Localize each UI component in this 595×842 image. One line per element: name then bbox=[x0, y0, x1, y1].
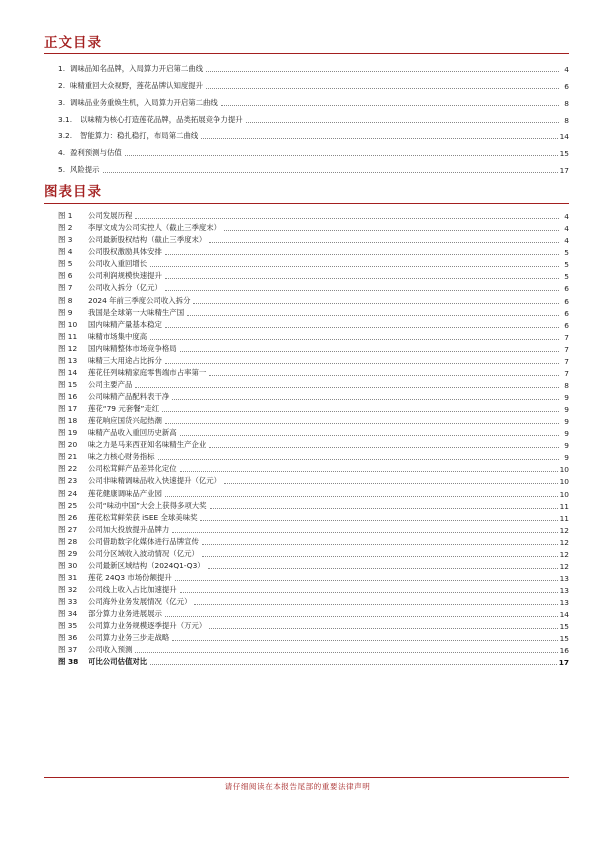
figure-entry-page-number: 12 bbox=[559, 537, 569, 547]
figure-entry-text: 我国是全球第一大味精生产国 bbox=[88, 307, 185, 317]
figure-entry-text: 部分算力业务进展展示 bbox=[88, 609, 162, 619]
dot-leader bbox=[172, 399, 559, 400]
figure-entry-page-number: 9 bbox=[564, 441, 569, 451]
figure-entry-page-number: 9 bbox=[564, 453, 569, 463]
figure-entry-number: 图 4 bbox=[58, 247, 73, 257]
figure-entry-label bbox=[58, 524, 169, 535]
figure-entry-text: 公司分区域收入波动情况（亿元） bbox=[88, 548, 199, 558]
legal-notice: 请仔细阅读在本报告尾部的重要法律声明 bbox=[224, 782, 371, 791]
dot-leader bbox=[162, 411, 559, 412]
figure-entry-label bbox=[58, 331, 147, 342]
figure-entry-label bbox=[58, 270, 162, 281]
dot-leader bbox=[150, 664, 557, 665]
figure-entry[interactable] bbox=[58, 619, 569, 631]
dot-leader bbox=[180, 592, 558, 593]
figure-entry-text: 公司收入重回增长 bbox=[88, 259, 148, 269]
figure-entry-page-number: 4 bbox=[564, 212, 569, 222]
figure-entry-label bbox=[58, 548, 199, 559]
figure-entry-text: 公司最新股权结构（截止三季度末） bbox=[88, 235, 207, 245]
figure-entry-number: 图 3 bbox=[58, 235, 73, 245]
figure-entry-page-number: 4 bbox=[564, 236, 569, 246]
dot-leader bbox=[135, 387, 559, 388]
figure-entry-label bbox=[58, 391, 169, 402]
figure-entry-page-number: 6 bbox=[564, 320, 569, 330]
toc-entry-label bbox=[58, 164, 100, 175]
figure-entry-number: 图 36 bbox=[58, 633, 78, 643]
figure-entry-label bbox=[58, 355, 162, 366]
figure-entry-text: 莲花 24Q3 市场份额提升 bbox=[88, 572, 172, 582]
figure-entry-page-number: 7 bbox=[564, 344, 569, 354]
figure-entry-page-number: 12 bbox=[559, 525, 569, 535]
figure-entry-page-number: 15 bbox=[559, 622, 569, 632]
figure-entry-text: 公司“味动中国”大会上获得多项大奖 bbox=[88, 500, 207, 510]
toc-title: 正文目录 bbox=[44, 35, 102, 51]
figure-entry[interactable] bbox=[58, 378, 569, 390]
toc-list bbox=[58, 57, 569, 175]
figure-entry-number: 图 7 bbox=[58, 283, 73, 293]
toc-entry-label bbox=[58, 97, 218, 108]
toc-entry-text: 盈利预测与估值 bbox=[70, 148, 122, 158]
figure-entry-number: 图 32 bbox=[58, 585, 78, 594]
figure-entry-page-number: 12 bbox=[559, 549, 569, 559]
figure-entry-number: 图 13 bbox=[58, 355, 78, 365]
figure-entry-label bbox=[58, 656, 147, 667]
figure-entry-page-number: 7 bbox=[564, 368, 569, 378]
dot-leader bbox=[209, 447, 559, 448]
figure-entry-number: 图 16 bbox=[58, 392, 78, 401]
figure-entry-page-number: 11 bbox=[559, 513, 569, 523]
toc-entry-number: 5. bbox=[58, 165, 66, 175]
dot-leader bbox=[194, 604, 557, 605]
toc-entry[interactable] bbox=[58, 57, 569, 74]
figure-entry-label bbox=[58, 475, 221, 486]
figure-entry[interactable] bbox=[58, 209, 569, 221]
figure-entry-number: 图 15 bbox=[58, 379, 78, 389]
figure-entry[interactable] bbox=[58, 438, 569, 450]
figure-entry-text: 公司股权激励具体安排 bbox=[88, 247, 162, 257]
figures-list bbox=[58, 209, 569, 667]
dot-leader bbox=[210, 508, 558, 509]
figure-entry-page-number: 12 bbox=[559, 561, 569, 571]
toc-entry-label bbox=[58, 114, 243, 125]
figure-entry-text: 2024 年前三季度公司收入拆分 bbox=[88, 295, 191, 305]
figures-divider bbox=[44, 203, 569, 204]
figure-entry[interactable] bbox=[58, 547, 569, 559]
toc-entry-number: 3.2. bbox=[58, 131, 73, 141]
figure-entry-page-number: 14 bbox=[559, 610, 569, 620]
toc-entry[interactable] bbox=[58, 141, 569, 158]
figure-entry[interactable] bbox=[58, 221, 569, 233]
figure-entry-label bbox=[58, 536, 199, 547]
figure-entry[interactable] bbox=[58, 535, 569, 547]
dot-leader bbox=[135, 652, 557, 653]
figure-entry-label bbox=[58, 644, 132, 655]
figure-entry[interactable] bbox=[58, 390, 569, 402]
figure-entry[interactable] bbox=[58, 462, 569, 474]
dot-leader bbox=[150, 339, 559, 340]
figure-entry-page-number: 13 bbox=[559, 598, 569, 608]
toc-entry-number: 3. bbox=[58, 97, 66, 107]
figure-entry-label bbox=[58, 403, 159, 414]
figure-entry-text: 莲花任列味精家庭零售端市占率第一 bbox=[88, 367, 207, 377]
figure-entry-label bbox=[58, 415, 162, 426]
figure-entry-page-number: 6 bbox=[564, 308, 569, 318]
figure-entry-label bbox=[58, 295, 190, 306]
figure-entry-label bbox=[58, 234, 206, 245]
figure-entry[interactable] bbox=[58, 511, 569, 523]
figure-entry-number: 图 9 bbox=[58, 307, 73, 317]
figure-entry-number: 图 2 bbox=[58, 223, 73, 233]
figure-entry-page-number: 5 bbox=[564, 260, 569, 270]
figure-entry[interactable] bbox=[58, 571, 569, 583]
figure-entry-number: 图 10 bbox=[58, 319, 78, 329]
toc-entry-page-number: 4 bbox=[564, 64, 569, 74]
figure-entry-page-number: 15 bbox=[559, 634, 569, 644]
dot-leader bbox=[180, 351, 559, 352]
figure-entry-page-number: 7 bbox=[564, 332, 569, 342]
dot-leader bbox=[103, 172, 558, 173]
dot-leader bbox=[193, 303, 559, 304]
figure-entry[interactable] bbox=[58, 318, 569, 330]
figure-entry[interactable] bbox=[58, 523, 569, 535]
dot-leader bbox=[180, 471, 558, 472]
toc-entry-text: 调味品业务重焕生机，入局算力开启第二曲线 bbox=[70, 97, 218, 107]
figure-entry-label bbox=[58, 222, 221, 233]
toc-entry-text: 以味精为核心打造莲花品牌，品类拓展竞争力提升 bbox=[80, 114, 243, 124]
dot-leader bbox=[224, 230, 559, 231]
figure-entry[interactable] bbox=[58, 631, 569, 643]
figure-entry[interactable] bbox=[58, 281, 569, 293]
figure-entry[interactable] bbox=[58, 607, 569, 619]
figure-entry-page-number: 7 bbox=[564, 356, 569, 366]
toc-entry-label bbox=[58, 130, 198, 141]
figure-entry-number: 图 14 bbox=[58, 367, 78, 377]
toc-entry-page-number: 8 bbox=[564, 115, 569, 125]
figure-entry-page-number: 6 bbox=[564, 284, 569, 294]
figure-entry-number: 图 35 bbox=[58, 621, 78, 631]
figure-entry-page-number: 10 bbox=[559, 465, 569, 475]
figure-entry-label bbox=[58, 451, 155, 462]
figure-entry-text: 公司非味精调味品收入快速提升（亿元） bbox=[88, 476, 222, 486]
figure-entry[interactable] bbox=[58, 306, 569, 318]
figure-entry[interactable] bbox=[58, 499, 569, 511]
figure-entry-label bbox=[58, 620, 206, 631]
toc-entry-number: 4. bbox=[58, 148, 66, 158]
figure-entry-number: 图 37 bbox=[58, 645, 78, 655]
figure-entry-text: 公司海外业务发展情况（亿元） bbox=[88, 597, 192, 607]
dot-leader bbox=[125, 155, 558, 156]
figure-entry-page-number: 17 bbox=[558, 658, 569, 668]
figure-entry-number: 图 12 bbox=[58, 343, 78, 353]
dot-leader bbox=[165, 327, 559, 328]
dot-leader bbox=[150, 266, 559, 267]
figure-entry-text: 公司最新区域结构（2024Q1-Q3） bbox=[88, 560, 205, 570]
figure-entry[interactable] bbox=[58, 233, 569, 245]
figure-entry-label bbox=[58, 246, 162, 257]
dot-leader bbox=[172, 532, 557, 533]
dot-leader bbox=[165, 616, 558, 617]
figure-entry-label bbox=[58, 512, 197, 523]
dot-leader bbox=[165, 254, 559, 255]
figure-entry-number: 图 19 bbox=[58, 428, 78, 438]
figure-entry-label bbox=[58, 307, 184, 318]
figure-entry[interactable] bbox=[58, 595, 569, 607]
dot-leader bbox=[135, 218, 559, 219]
figure-entry[interactable] bbox=[58, 474, 569, 486]
dot-leader bbox=[165, 278, 559, 279]
toc-entry-page-number: 8 bbox=[564, 98, 569, 108]
figure-entry[interactable] bbox=[58, 450, 569, 462]
figure-entry-text: 公司算力业务三步走战略 bbox=[88, 633, 170, 643]
figure-entry-number: 图 30 bbox=[58, 560, 78, 570]
figure-entry-page-number: 9 bbox=[564, 429, 569, 439]
figure-entry[interactable] bbox=[58, 583, 569, 595]
figure-entry-label bbox=[58, 608, 162, 619]
figure-entry-label bbox=[58, 463, 177, 474]
dot-leader bbox=[206, 71, 559, 72]
toc-entry-label bbox=[58, 63, 203, 74]
figure-entry-text: 公司利润规模快速提升 bbox=[88, 271, 162, 281]
figure-entry-number: 图 22 bbox=[58, 464, 78, 474]
toc-entry-page-number: 6 bbox=[564, 81, 569, 91]
figure-entry-number: 图 24 bbox=[58, 488, 78, 498]
figure-entry-label bbox=[58, 282, 162, 293]
figure-entry-page-number: 9 bbox=[564, 417, 569, 427]
dot-leader bbox=[172, 640, 557, 641]
figure-entry-number: 图 1 bbox=[58, 211, 73, 221]
figure-entry-number: 图 29 bbox=[58, 548, 78, 558]
dot-leader bbox=[165, 290, 559, 291]
dot-leader bbox=[246, 122, 559, 123]
dot-leader bbox=[165, 423, 559, 424]
figure-entry[interactable] bbox=[58, 269, 569, 281]
figure-entry-number: 图 23 bbox=[58, 476, 78, 486]
figure-entry-text: 莲花“79 元套餐”走红 bbox=[88, 404, 160, 414]
toc-entry-label bbox=[58, 80, 203, 91]
figure-entry[interactable] bbox=[58, 366, 569, 378]
figure-entry-page-number: 11 bbox=[559, 501, 569, 511]
figure-entry-page-number: 10 bbox=[559, 477, 569, 487]
figure-entry-text: 公司线上收入占比加速提升 bbox=[88, 585, 177, 594]
toc-entry-text: 智能算力：稳扎稳打，布局第二曲线 bbox=[80, 131, 199, 141]
figure-entry-number: 图 6 bbox=[58, 271, 73, 281]
figure-entry-text: 国内味精产量基本稳定 bbox=[88, 319, 162, 329]
dot-leader bbox=[209, 628, 557, 629]
figure-entry-text: 莲花健康调味品产业园 bbox=[88, 488, 162, 498]
figure-entry-text: 可比公司估值对比 bbox=[88, 657, 148, 667]
dot-leader bbox=[200, 520, 557, 521]
toc-entry-page-number: 14 bbox=[559, 132, 569, 142]
figure-entry-label bbox=[58, 258, 147, 269]
figures-title: 图表目录 bbox=[44, 184, 102, 200]
figure-entry[interactable] bbox=[58, 330, 569, 342]
toc-entry[interactable] bbox=[58, 108, 569, 125]
dot-leader bbox=[165, 363, 559, 364]
figure-entry-page-number: 8 bbox=[564, 380, 569, 390]
figure-entry-label bbox=[58, 488, 162, 499]
dot-leader bbox=[224, 483, 558, 484]
figure-entry-label bbox=[58, 560, 205, 571]
figure-entry-text: 国内味精整体市场竞争格局 bbox=[88, 343, 177, 353]
figure-entry-text: 公司加大投放提升品牌力 bbox=[88, 524, 170, 534]
figure-entry-number: 图 34 bbox=[58, 609, 78, 619]
toc-entry-label bbox=[58, 147, 122, 158]
figure-entry-text: 味之力是马来西亚知名味精生产企业 bbox=[88, 440, 207, 450]
figure-entry-label bbox=[58, 500, 207, 511]
dot-leader bbox=[208, 568, 558, 569]
figure-entry-label bbox=[58, 379, 132, 390]
figure-entry-number: 图 25 bbox=[58, 500, 78, 510]
figure-entry-page-number: 4 bbox=[564, 224, 569, 234]
dot-leader bbox=[202, 544, 558, 545]
figure-entry-page-number: 10 bbox=[559, 489, 569, 499]
figure-entry[interactable] bbox=[58, 486, 569, 498]
figure-entry-number: 图 33 bbox=[58, 597, 78, 607]
figure-entry-text: 味精三大用途占比拆分 bbox=[88, 355, 162, 365]
figure-entry-label bbox=[58, 367, 206, 378]
figure-entry[interactable] bbox=[58, 257, 569, 269]
figure-entry[interactable] bbox=[58, 354, 569, 366]
figure-entry-label bbox=[58, 319, 162, 330]
figure-entry-label bbox=[58, 427, 177, 438]
toc-entry-text: 味精重回大众视野，莲花品牌认知度提升 bbox=[70, 80, 204, 90]
toc-divider bbox=[44, 53, 569, 54]
footer-divider bbox=[44, 777, 569, 778]
figure-entry-number: 图 28 bbox=[58, 536, 78, 546]
figure-entry-text: 莲花响应国货兴起热潮 bbox=[88, 416, 162, 426]
figure-entry-text: 莲花松茸鲜荣获 iSEE 全球美味奖 bbox=[88, 512, 198, 522]
dot-leader bbox=[202, 556, 558, 557]
figure-entry-text: 味之力核心财务指标 bbox=[88, 452, 155, 462]
figure-entry-number: 图 38 bbox=[58, 657, 79, 667]
toc-entry[interactable] bbox=[58, 91, 569, 108]
toc-entry-text: 风险提示 bbox=[70, 165, 100, 175]
figure-entry-text: 公司发展历程 bbox=[88, 211, 133, 221]
figure-entry[interactable] bbox=[58, 245, 569, 257]
figure-entry-page-number: 5 bbox=[564, 248, 569, 258]
dot-leader bbox=[180, 435, 559, 436]
figure-entry-label bbox=[58, 210, 132, 221]
figure-entry-text: 公司味精产品配料表干净 bbox=[88, 392, 170, 401]
figure-entry-number: 图 8 bbox=[58, 295, 73, 305]
figure-entry-text: 公司借助数字化媒体进行品牌宣传 bbox=[88, 536, 199, 546]
figure-entry-text: 公司收入预测 bbox=[88, 645, 133, 655]
figure-entry-number: 图 17 bbox=[58, 404, 78, 414]
figure-entry-page-number: 13 bbox=[559, 573, 569, 583]
figure-entry[interactable] bbox=[58, 414, 569, 426]
figure-entry-label bbox=[58, 632, 169, 643]
toc-entry-number: 2. bbox=[58, 80, 66, 90]
toc-entry-text: 调味品知名品牌，入局算力开启第二曲线 bbox=[70, 63, 204, 73]
figure-entry-text: 公司收入拆分（亿元） bbox=[88, 283, 162, 293]
figure-entry[interactable] bbox=[58, 293, 569, 305]
figure-entry[interactable] bbox=[58, 643, 569, 655]
figure-entry[interactable] bbox=[58, 426, 569, 438]
figure-entry-text: 公司松茸鲜产品差异化定位 bbox=[88, 464, 177, 474]
toc-entry-number: 1. bbox=[58, 63, 66, 73]
dot-leader bbox=[158, 459, 559, 460]
toc-entry[interactable] bbox=[58, 158, 569, 175]
figure-entry-page-number: 13 bbox=[559, 586, 569, 595]
figure-entry-number: 图 21 bbox=[58, 452, 78, 462]
figure-entry-label bbox=[58, 596, 191, 607]
toc-entry-number: 3.1. bbox=[58, 114, 73, 124]
figure-entry-label bbox=[58, 439, 206, 450]
figure-entry-number: 图 5 bbox=[58, 259, 73, 269]
figure-entry-page-number: 6 bbox=[564, 296, 569, 306]
figure-entry-number: 图 20 bbox=[58, 440, 78, 450]
figure-entry-number: 图 27 bbox=[58, 524, 78, 534]
toc-entry-page-number: 17 bbox=[559, 166, 569, 176]
figure-entry-text: 李厚文成为公司实控人（截止三季度末） bbox=[88, 223, 222, 233]
figure-entry-text: 公司算力业务规模逐季提升（万元） bbox=[88, 621, 207, 631]
figure-entry-text: 味精产品收入重回历史新高 bbox=[88, 428, 177, 438]
figure-entry-text: 味精市场集中度高 bbox=[88, 331, 148, 341]
dot-leader bbox=[206, 88, 559, 89]
toc-entry[interactable] bbox=[58, 125, 569, 142]
figure-entry[interactable] bbox=[58, 559, 569, 571]
figure-entry-number: 图 31 bbox=[58, 572, 78, 582]
figure-entry-label bbox=[58, 343, 177, 354]
figure-entry-page-number: 16 bbox=[559, 646, 569, 656]
figure-entry-page-number: 9 bbox=[564, 405, 569, 415]
toc-entry-page-number: 15 bbox=[559, 149, 569, 159]
figure-entry-page-number: 5 bbox=[564, 272, 569, 282]
dot-leader bbox=[221, 105, 559, 106]
dot-leader bbox=[175, 580, 558, 581]
figure-entry-number: 图 26 bbox=[58, 512, 78, 522]
figure-entry-number: 图 18 bbox=[58, 416, 78, 426]
toc-entry[interactable] bbox=[58, 74, 569, 91]
figure-entry-text: 公司主要产品 bbox=[88, 379, 133, 389]
figure-entry-label bbox=[58, 584, 177, 595]
dot-leader bbox=[209, 375, 559, 376]
figure-entry-page-number: 9 bbox=[564, 393, 569, 402]
dot-leader bbox=[165, 496, 558, 497]
dot-leader bbox=[209, 242, 559, 243]
figure-entry[interactable] bbox=[58, 402, 569, 414]
figure-entry-number: 图 11 bbox=[58, 331, 78, 341]
figure-entry[interactable] bbox=[58, 655, 569, 667]
figure-entry-label bbox=[58, 572, 172, 583]
figure-entry[interactable] bbox=[58, 342, 569, 354]
dot-leader bbox=[187, 315, 559, 316]
dot-leader bbox=[201, 138, 557, 139]
